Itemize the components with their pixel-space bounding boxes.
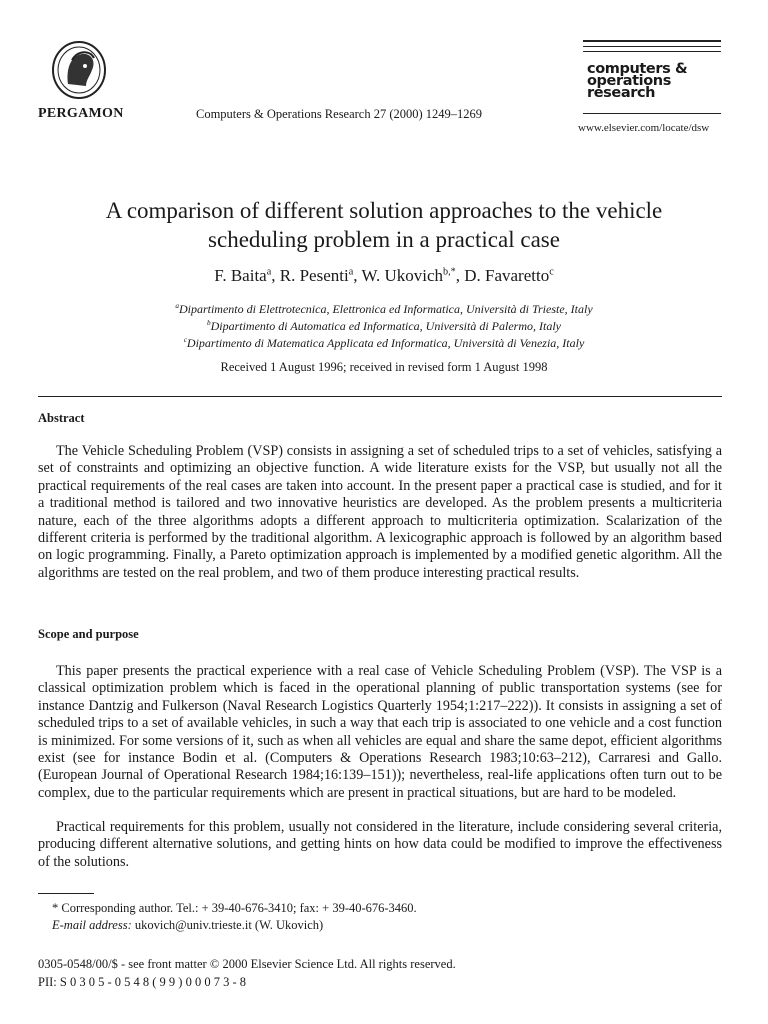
abstract-heading: Abstract bbox=[38, 411, 85, 425]
title-line-1: A comparison of different solution approaches to the vehicle bbox=[105, 198, 663, 223]
affiliation-a: $^a$Dipartimento di Elettrotecnica, Elettronica ed Informatica, Università di Trieste, Italy bbox=[175, 302, 593, 316]
author-list bbox=[30, 266, 738, 286]
affiliation-c: $^c$Dipartimento di Matematica Applicata ed Informatica, Università di Venezia, Italy bbox=[183, 336, 585, 350]
copyright-line: 0305-0548/00/$ - see front matter © 2000 Elsevier Science Ltd. All rights reserved. bbox=[38, 957, 456, 971]
brand-lines bbox=[583, 40, 721, 56]
email-address[interactable]: ukovich@univ.trieste.it (W. Ukovich) bbox=[131, 918, 324, 932]
email-label: E-mail address: bbox=[52, 918, 132, 932]
brand-line-2: operations bbox=[587, 73, 671, 89]
author: W. Ukovich$^{b,*}$, bbox=[361, 266, 465, 285]
author: F. Baita$^a$, bbox=[214, 266, 280, 285]
abstract-text: The Vehicle Scheduling Problem (VSP) consists in assigning a set of scheduled trips to a set of vehicles, satisfying a set of constraints and optimizing an objective function. A wide literature exists for the VSP, but usually not all the practical requirements of the real cases are taken into account. In the present paper a practical case is studied, and for it a traditional method is tailored and two innovative heuristics are developed. As the problem presents a multicriteria nature, each of the three algorithms adopts a different approach to multicriteria optimization. Scalarization of the different criteria is performed by the traditional algorithm. A lexicographic approach is followed by an algorithm based on logic programming. Finally, a Pareto optimization approach is implemented by a modified genetic algorithm. All the algorithms are tested on the real problem, and two of them produce interesting practical results. bbox=[38, 443, 722, 581]
divider bbox=[38, 396, 722, 397]
brand-line-1: computers & bbox=[587, 61, 688, 77]
journal-url[interactable]: www.elsevier.com/locate/dsw bbox=[578, 122, 710, 134]
pii-line: PII: S 0 3 0 5 - 0 5 4 8 ( 9 9 ) 0 0 0 7 3 - 8 bbox=[38, 975, 246, 989]
journal-brand-logo bbox=[587, 63, 687, 99]
footnote-rule bbox=[38, 893, 94, 894]
scope-paragraph-1: This paper presents the practical experience with a real case of Vehicle Scheduling Problem (VSP). The VSP is a classical optimization problem which is faced in the operational planning of public transportation systems (see for instance Dantzig and Fulkerson (Naval Research Logistics Quarterly 1954;1:217–222)). It consists in assigning a set of scheduled trips to a set of available vehicles, in such a way that each trip is associated to one vehicle and a cost function is minimized. For some versions of it, such as when all vehicles are equal and share the same depot, efficient algorithms exist (see for instance Bodin et al. (Computers & Operations Research 1983;10:63–212), Carraresi and Gallo. (European Journal of Operational Research 1984;16:139–151)); nevertheless, real-life applications often turn out to be complex, due to the particular requirements which are present in practical situations, but are hard to be modeled. bbox=[38, 663, 722, 801]
scope-heading: Scope and purpose bbox=[38, 627, 139, 641]
brand-line-3: research bbox=[587, 85, 656, 101]
journal-citation: Computers & Operations Research 27 (2000) 1249–1269 bbox=[196, 107, 483, 121]
affiliation-b: $^b$Dipartimento di Automatica ed Informatica, Università di Palermo, Italy bbox=[207, 319, 561, 333]
brand-rule bbox=[583, 113, 721, 114]
email-note bbox=[52, 918, 323, 933]
author: R. Pesenti$^a$, bbox=[279, 266, 362, 285]
pergamon-emblem-icon bbox=[50, 40, 108, 102]
publisher-name: PERGAMON bbox=[38, 106, 124, 121]
corresponding-author-note: * Corresponding author. Tel.: + 39-40-676-3410; fax: + 39-40-676-3460. bbox=[52, 901, 417, 915]
paper-title bbox=[30, 196, 738, 254]
received-dates: Received 1 August 1996; received in revised form 1 August 1998 bbox=[220, 360, 548, 374]
scope-paragraph-2: Practical requirements for this problem, usually not considered in the literature, include considering several criteria, producing different alternative solutions, and getting hints on how data could be modified to improve the effectiveness of the solutions. bbox=[38, 819, 722, 870]
title-line-2: scheduling problem in a practical case bbox=[208, 227, 560, 252]
author: D. Favaretto$^c$ bbox=[464, 266, 554, 285]
